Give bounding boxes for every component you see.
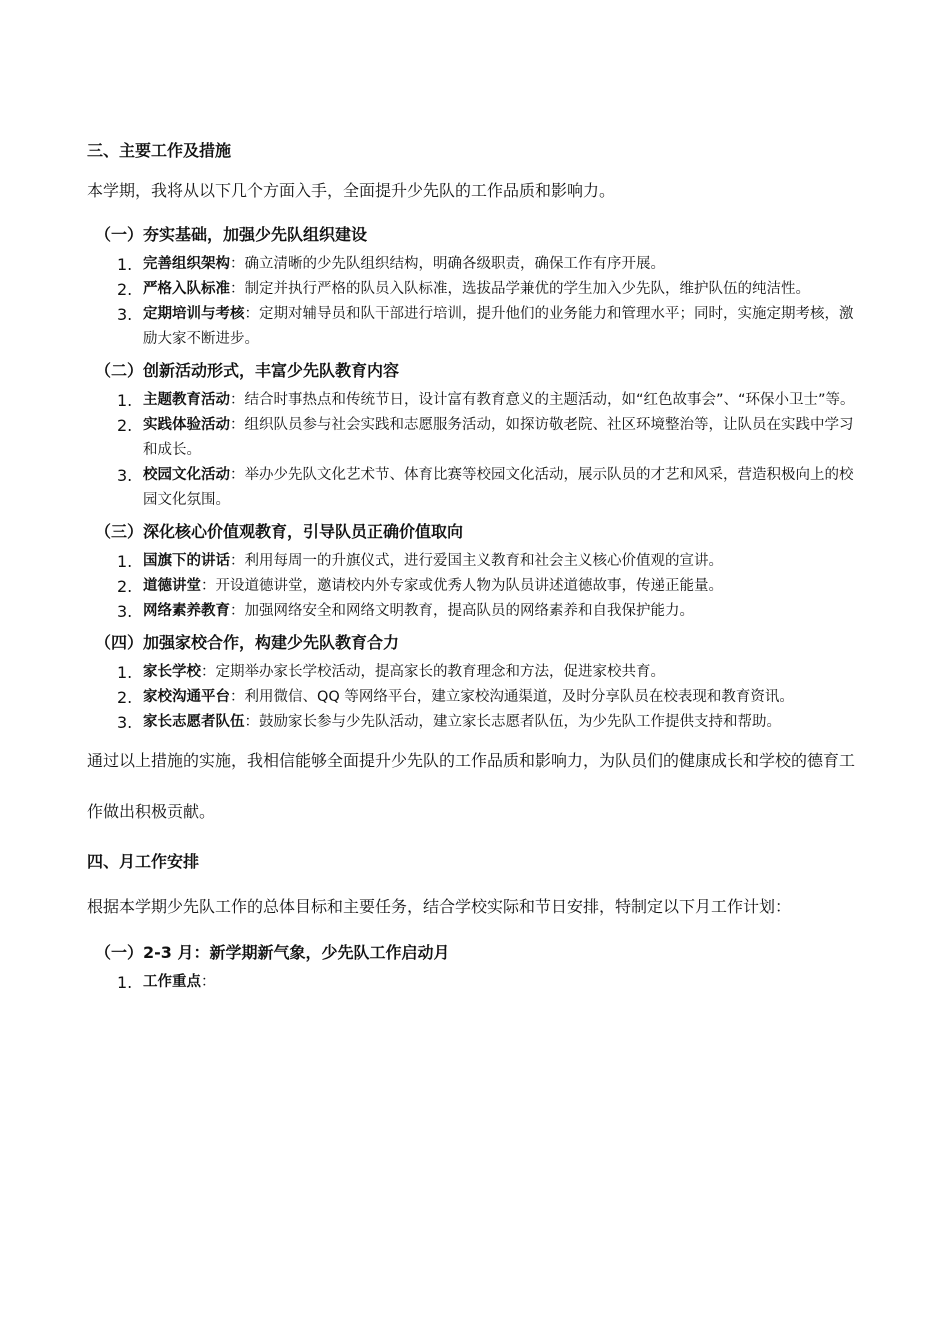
list-term: 定期培训与考核 (143, 306, 245, 322)
list-item (87, 413, 867, 463)
section-3-heading: 三、主要工作及措施 (87, 141, 232, 160)
list-term: 严格入队标准 (143, 281, 230, 297)
subsection-2-list (87, 388, 867, 513)
list-text: ：开设道德讲堂，邀请校内外专家或优秀人物为队员讲述道德故事，传递正能量。 (201, 578, 723, 594)
list-term: 家校沟通平台 (143, 689, 230, 705)
subsection-3-list (87, 549, 867, 624)
list-text: ：定期对辅导员和队干部进行培训，提升他们的业务能力和管理水平；同时，实施定期考核，激励大家不断进步。 (143, 306, 854, 347)
list-number: 2. (117, 577, 133, 596)
list-term: 校园文化活动 (143, 467, 230, 483)
section-3-conclusion: 通过以上措施的实施，我相信能够全面提升少先队的工作品质和影响力，为队员们的健康成长和学校的德育工作做出积极贡献。 (87, 751, 856, 821)
list-term: 完善组织架构 (143, 256, 230, 272)
list-item (87, 388, 867, 413)
list-number: 3. (117, 466, 133, 485)
list-number: 1. (117, 973, 133, 992)
list-item (87, 549, 867, 574)
list-item (87, 710, 867, 735)
list-term: 道德讲堂 (143, 578, 201, 594)
list-text: ：利用微信、QQ 等网络平台，建立家校沟通渠道，及时分享队员在校表现和教育资讯。 (230, 689, 794, 705)
subsection-3-heading: （三）深化核心价值观教育，引导队员正确价值取向 (95, 522, 464, 541)
list-number: 1. (117, 255, 133, 274)
list-item (87, 302, 867, 352)
list-text: ：利用每周一的升旗仪式，进行爱国主义教育和社会主义核心价值观的宣讲。 (230, 553, 723, 569)
document-page (87, 132, 867, 999)
list-number: 2. (117, 416, 133, 435)
list-number: 2. (117, 688, 133, 707)
list-item (87, 252, 867, 277)
list-term: 网络素养教育 (143, 603, 230, 619)
list-text: ：鼓励家长参与少先队活动，建立家长志愿者队伍，为少先队工作提供支持和帮助。 (244, 714, 781, 730)
list-number: 2. (117, 280, 133, 299)
list-item (87, 970, 867, 995)
list-text: ：确立清晰的少先队组织结构，明确各级职责，确保工作有序开展。 (230, 256, 665, 272)
section-4-subsection-heading: （一）2-3 月：新学期新气象，少先队工作启动月 (95, 943, 450, 962)
list-term: 家长志愿者队伍 (143, 714, 245, 730)
list-text: ： (201, 974, 216, 990)
subsection-2-heading: （二）创新活动形式，丰富少先队教育内容 (95, 361, 400, 380)
list-term: 国旗下的讲话 (143, 553, 230, 569)
list-text: ：加强网络安全和网络文明教育，提高队员的网络素养和自我保护能力。 (230, 603, 694, 619)
subsection-1-list (87, 252, 867, 352)
list-item (87, 685, 867, 710)
list-text: ：组织队员参与社会实践和志愿服务活动，如探访敬老院、社区环境整治等，让队员在实践中学习和成长。 (143, 417, 854, 458)
section-4-list (87, 970, 867, 995)
list-item (87, 574, 867, 599)
list-item (87, 277, 867, 302)
section-3-intro: 本学期，我将从以下几个方面入手，全面提升少先队的工作品质和影响力。 (87, 181, 616, 200)
list-term: 家长学校 (143, 664, 201, 680)
section-4-intro: 根据本学期少先队工作的总体目标和主要任务，结合学校实际和节日安排，特制定以下月工作计划： (87, 897, 792, 916)
list-number: 1. (117, 663, 133, 682)
list-item (87, 599, 867, 624)
list-text: ：结合时事热点和传统节日，设计富有教育意义的主题活动，如“红色故事会”、“环保小卫士”等。 (230, 392, 855, 408)
list-term: 工作重点 (143, 974, 201, 990)
subsection-1-heading: （一）夯实基础，加强少先队组织建设 (95, 225, 368, 244)
list-term: 主题教育活动 (143, 392, 230, 408)
subsection-4-list (87, 660, 867, 735)
list-text: ：举办少先队文化艺术节、体育比赛等校园文化活动，展示队员的才艺和风采，营造积极向上的校园文化氛围。 (143, 467, 854, 508)
list-number: 1. (117, 391, 133, 410)
subsection-4-heading: （四）加强家校合作，构建少先队教育合力 (95, 633, 400, 652)
list-item (87, 463, 867, 513)
list-number: 3. (117, 602, 133, 621)
list-number: 3. (117, 305, 133, 324)
list-number: 3. (117, 713, 133, 732)
list-item (87, 660, 867, 685)
list-term: 实践体验活动 (143, 417, 230, 433)
list-text: ：定期举办家长学校活动，提高家长的教育理念和方法，促进家校共育。 (201, 664, 665, 680)
section-4-heading: 四、月工作安排 (87, 852, 200, 871)
list-number: 1. (117, 552, 133, 571)
list-text: ：制定并执行严格的队员入队标准，选拔品学兼优的学生加入少先队，维护队伍的纯洁性。 (230, 281, 810, 297)
